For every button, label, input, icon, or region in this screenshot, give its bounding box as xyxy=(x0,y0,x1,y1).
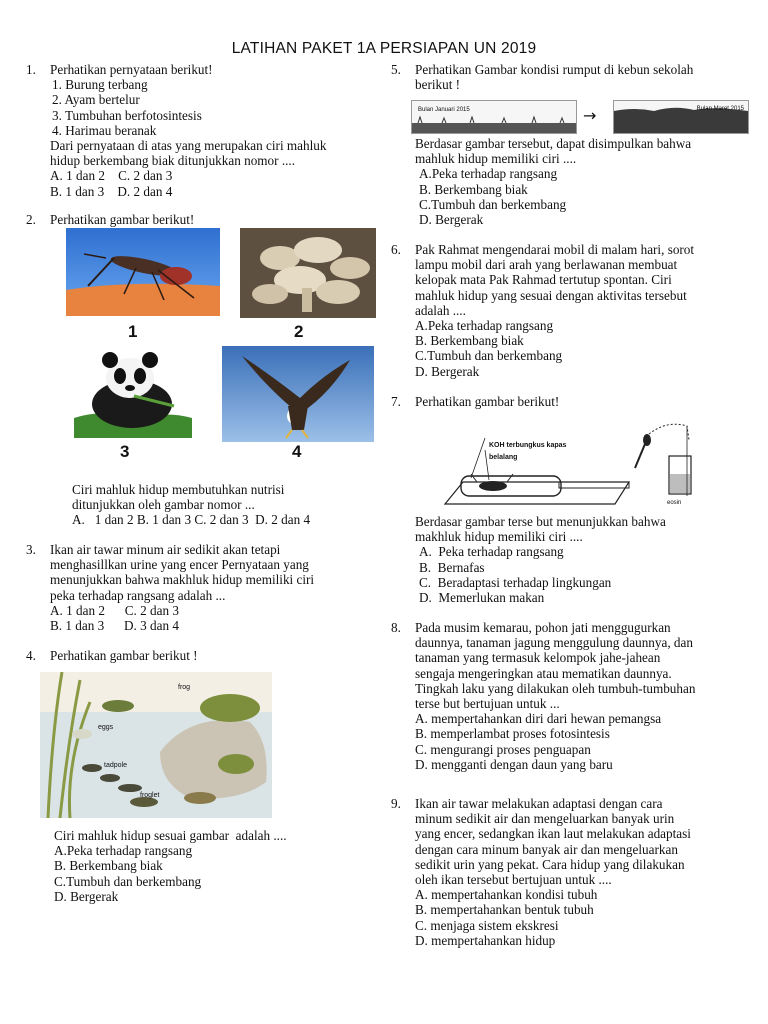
label-eosin: eosin xyxy=(667,500,682,506)
question-text: Ciri mahluk hidup sesuai gambar adalah .... xyxy=(54,828,287,843)
label-koh: KOH terbungkus kapas xyxy=(489,442,567,449)
mosquito-image xyxy=(66,228,220,316)
question-number: 9. xyxy=(391,796,401,811)
question-text: Ikan air tawar minum air sedikit akan tetapi xyxy=(50,542,281,557)
question-number: 6. xyxy=(391,242,401,257)
option-b: B. Bernafas xyxy=(419,559,485,575)
figure-label-3: 3 xyxy=(120,442,130,461)
figure-label-1: 1 xyxy=(128,322,138,341)
question-text: mahluk hidup yang sesuai dengan aktivitas tersebut xyxy=(415,287,687,303)
grass-january-image xyxy=(411,100,577,134)
question-text: lampu mobil dari arah yang berlawanan membuat xyxy=(415,257,678,273)
question-text: oleh ikan tersebut bertujuan untuk .... xyxy=(415,872,612,888)
question-text: kelopak mata Pak Rahmad tertutup spontan. Ciri xyxy=(415,272,672,288)
question-text: Ciri mahluk hidup membutuhkan nutrisi xyxy=(72,482,285,497)
option-c: C. Beradaptasi terhadap lingkungan xyxy=(419,574,612,590)
question-text: terse but bertujuan untuk ... xyxy=(415,696,560,712)
grass-march-image xyxy=(613,100,749,134)
question-text: makhluk hidup memiliki ciri .... xyxy=(415,529,583,545)
option-b: B. Berkembang biak xyxy=(415,333,524,349)
question-text: adalah .... xyxy=(415,302,466,318)
question-text: Perhatikan Gambar kondisi rumput di kebun sekolah xyxy=(415,62,694,77)
answer-options: B. 1 dan 3 D. 2 dan 4 xyxy=(50,183,173,199)
image-caption: Bulan Maret 2015 xyxy=(696,106,744,112)
option-a: A.Peka terhadap rangsang xyxy=(54,843,193,859)
image-caption: Bulan Januari 2015 xyxy=(418,107,470,113)
question-text: sengaja mengeringkan atau mematikan daunnya. xyxy=(415,665,672,681)
question-text: Ikan air tawar melakukan adaptasi dengan cara xyxy=(415,796,663,811)
label-eggs: eggs xyxy=(98,724,114,731)
question-text: Perhatikan pernyataan berikut! xyxy=(50,62,213,77)
answer-options: A. 1 dan 2 B. 1 dan 3 C. 2 dan 3 D. 2 dan 4 xyxy=(72,512,311,528)
label-tadpole: tadpole xyxy=(104,762,127,769)
question-text: sedikit urin yang pekat. Cara hidup yang dilakukan xyxy=(415,856,685,872)
question-text: mahluk hidup memiliki ciri .... xyxy=(415,151,577,167)
question-number: 5. xyxy=(391,62,401,77)
statement-1: 1. Burung terbang xyxy=(52,77,148,93)
option-a: A.Peka terhadap rangsang xyxy=(415,318,554,334)
question-text: menghasillkan urine yang encer Pernyataan yang xyxy=(50,557,309,573)
option-d: D. mengganti dengan daun yang baru xyxy=(415,756,613,772)
question-text: dengan cara minum banyak air dan mengeluarkan xyxy=(415,841,678,857)
question-text: Berdasar gambar terse but menunjukkan bahwa xyxy=(415,514,666,529)
answer-options: B. 1 dan 3 D. 3 dan 4 xyxy=(50,618,179,634)
question-number: 4. xyxy=(26,648,36,663)
question-text: daunnya, tanaman jagung menggulung daunnya, dan xyxy=(415,635,693,651)
statement-2: 2. Ayam bertelur xyxy=(52,92,140,108)
question-text: tanaman yang termasuk kelompok jahe-jahean xyxy=(415,650,661,666)
statement-4: 4. Harimau beranak xyxy=(52,122,157,138)
question-text: ditunjukkan oleh gambar nomor ... xyxy=(72,497,255,513)
answer-options: A. 1 dan 2 C. 2 dan 3 xyxy=(50,602,179,618)
frog-lifecycle-image xyxy=(40,672,272,818)
option-b: B. Berkembang biak xyxy=(419,181,528,197)
eagle-image xyxy=(222,346,374,442)
mushroom-image xyxy=(240,228,376,318)
option-a: A. mempertahankan diri dari hewan pemangsa xyxy=(415,711,662,727)
option-d: D. Bergerak xyxy=(54,888,119,904)
question-text: Perhatikan gambar berikut ! xyxy=(50,648,198,663)
option-d: D. Memerlukan makan xyxy=(419,590,545,606)
option-b: B. mempertahankan bentuk tubuh xyxy=(415,902,594,918)
answer-options: A. 1 dan 2 C. 2 dan 3 xyxy=(50,168,173,184)
question-text: hidup berkembang biak ditunjukkan nomor .... xyxy=(50,153,296,169)
page-title: LATIHAN PAKET 1A PERSIAPAN UN 2019 xyxy=(231,40,537,57)
figure-label-2: 2 xyxy=(294,322,304,341)
option-b: B. Berkembang biak xyxy=(54,858,163,874)
question-text: Perhatikan gambar berikut! xyxy=(415,394,560,409)
option-a: A.Peka terhadap rangsang xyxy=(419,166,558,182)
question-text: Tingkah laku yang dilakukan oleh tumbuh-tumbuhan xyxy=(415,680,696,696)
question-text: Berdasar gambar tersebut, dapat disimpulkan bahwa xyxy=(415,136,692,151)
question-text: berikut ! xyxy=(415,77,461,93)
respirometer-diagram xyxy=(441,420,701,506)
question-number: 1. xyxy=(26,62,36,77)
option-c: C.Tumbuh dan berkembang xyxy=(419,196,567,212)
option-c: C. mengurangi proses penguapan xyxy=(415,741,591,757)
option-b: B. memperlambat proses fotosintesis xyxy=(415,726,610,742)
option-a: A. mempertahankan kondisi tubuh xyxy=(415,887,598,903)
question-text: Perhatikan gambar berikut! xyxy=(50,212,195,227)
option-c: C. menjaga sistem ekskresi xyxy=(415,917,559,933)
question-number: 8. xyxy=(391,620,401,635)
question-text: menunjukkan bahwa makhluk hidup memiliki ciri xyxy=(50,572,315,588)
label-froglet: froglet xyxy=(140,792,160,799)
question-number: 2. xyxy=(26,212,36,227)
question-text: peka terhadap rangsang adalah ... xyxy=(50,587,226,603)
panda-image xyxy=(74,348,192,438)
option-d: D. Bergerak xyxy=(415,363,480,379)
label-frog: frog xyxy=(178,684,191,691)
question-text: Dari pernyataan di atas yang merupakan ciri mahluk xyxy=(50,138,327,154)
question-number: 7. xyxy=(391,394,401,409)
figure-label-4: 4 xyxy=(292,442,302,461)
option-a: A. Peka terhadap rangsang xyxy=(419,544,564,560)
question-text: Pada musim kemarau, pohon jati menggugurkan xyxy=(415,620,671,635)
arrow-right-icon: → xyxy=(583,106,597,125)
question-number: 3. xyxy=(26,542,36,557)
statement-3: 3. Tumbuhan berfotosintesis xyxy=(52,107,202,123)
option-d: D. mempertahankan hidup xyxy=(415,932,556,948)
label-belalang: belalang xyxy=(489,454,518,461)
option-c: C.Tumbuh dan berkembang xyxy=(415,348,563,364)
question-text: yang encer, sedangkan ikan laut melakukan adaptasi xyxy=(415,826,691,842)
option-d: D. Bergerak xyxy=(419,212,484,228)
question-text: minum sedikit air dan mengeluarkan banyak urin xyxy=(415,811,675,827)
option-c: C.Tumbuh dan berkembang xyxy=(54,873,202,889)
question-text: Pak Rahmat mengendarai mobil di malam hari, sorot xyxy=(415,242,695,257)
